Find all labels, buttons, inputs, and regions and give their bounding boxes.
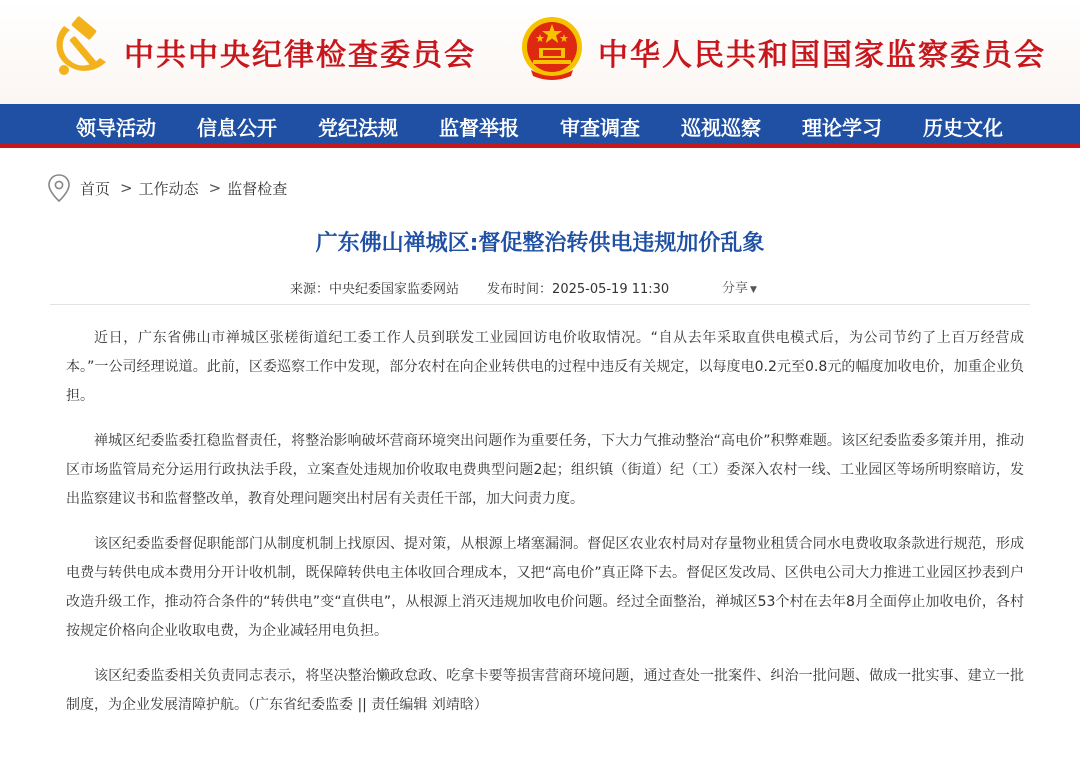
caret-down-icon: ▼	[750, 285, 757, 295]
source-label: 来源：	[290, 282, 330, 297]
breadcrumb-home[interactable]: 首页	[80, 179, 111, 198]
article-paragraph: 近日，广东省佛山市禅城区张槎街道纪工委工作人员到联发工业园回访电价收取情况。“自从去年采取直供电模式后，为公司节约了上百万经营成本。”一公司经理说道。此前，区委巡察工作中发现，部分农村在向企业转供电的过程中违反有关规定，以每度电0.2元至0.8元的幅度加收电价，加重企业负担。	[66, 330, 1024, 404]
article-paragraph: 禅城区纪委监委扛稳监督责任，将整治影响破坏营商环境突出问题作为重要任务，下大力气推动整治“高电价”积弊难题。该区纪委监委多策并用，推动区市场监管局充分运用行政执法手段，立案查处违规加价收取电费典型问题2起；组织镇（街道）纪（工）委深入农村一线、工业园区等场所明察暗访，发出监察建议书和监督整改单，教育处理问题突出村居有关责任干部，加大问责力度。	[66, 433, 1024, 507]
breadcrumb-work-news[interactable]: 工作动态	[138, 179, 199, 198]
article-body	[66, 324, 1024, 736]
nav-item-info-disclosure[interactable]: 信息公开	[197, 116, 277, 140]
share-button[interactable]	[722, 277, 757, 296]
nsc-title[interactable]: 中华人民共和国国家监察委员会	[598, 38, 1046, 73]
nav-item-investigation[interactable]: 审查调查	[560, 116, 640, 140]
article-paragraph: 该区纪委监委相关负责同志表示，将坚决整治懒政怠政、吃拿卡要等损害营商环境问题，通过查处一批案件、纠治一批问题、做成一批实事、建立一批制度，为企业发展清障护航。（广东省纪委监委 || 责任编辑 刘靖晗）	[66, 668, 1024, 713]
cpc-ccdi-title[interactable]: 中共中央纪律检查委员会	[124, 38, 476, 73]
date-label: 发布时间：	[487, 282, 553, 297]
article-meta	[290, 278, 669, 297]
breadcrumb-separator: >	[120, 179, 133, 197]
article-paragraph: 该区纪委监委督促职能部门从制度机制上找原因、提对策，从根源上堵塞漏洞。督促区农业农村局对存量物业租赁合同水电费收取条款进行规范，形成电费与转供电成本费用分开计收机制，既保障转供电主体收回合理成本，又把“高电价”真正降下去。督促区发改局、区供电公司大力推进工业园区抄表到户改造升级工作，推动符合条件的“转供电”变“直供电”，从根源上消灭违规加收电价问题。经过全面整治，禅城区53个村在去年8月全面停止加收电价，各村按规定价格向企业收取电费，为企业减轻用电负担。	[66, 536, 1024, 639]
main-nav	[0, 104, 1080, 148]
publish-date: 2025-05-19 11:30	[552, 282, 670, 297]
nav-item-inspection[interactable]: 巡视巡察	[681, 116, 761, 140]
breadcrumb-supervision[interactable]: 监督检查	[227, 179, 288, 198]
share-label: 分享	[722, 281, 749, 296]
breadcrumb	[48, 174, 287, 202]
location-pin-icon	[48, 174, 70, 202]
nav-item-history[interactable]: 历史文化	[923, 116, 1003, 140]
party-emblem-icon[interactable]	[50, 16, 110, 78]
nav-item-theory[interactable]: 理论学习	[802, 116, 882, 140]
source-value: 中央纪委国家监委网站	[329, 282, 460, 297]
article-title: 广东佛山禅城区:督促整治转供电违规加价乱象	[315, 231, 765, 256]
divider	[50, 304, 1030, 305]
nav-item-regulations[interactable]: 党纪法规	[318, 116, 398, 140]
nav-item-report[interactable]: 监督举报	[439, 116, 519, 140]
site-header	[0, 0, 1080, 104]
national-emblem-icon[interactable]	[521, 16, 583, 80]
nav-item-leadership[interactable]: 领导活动	[76, 116, 156, 140]
breadcrumb-separator: >	[208, 179, 222, 197]
